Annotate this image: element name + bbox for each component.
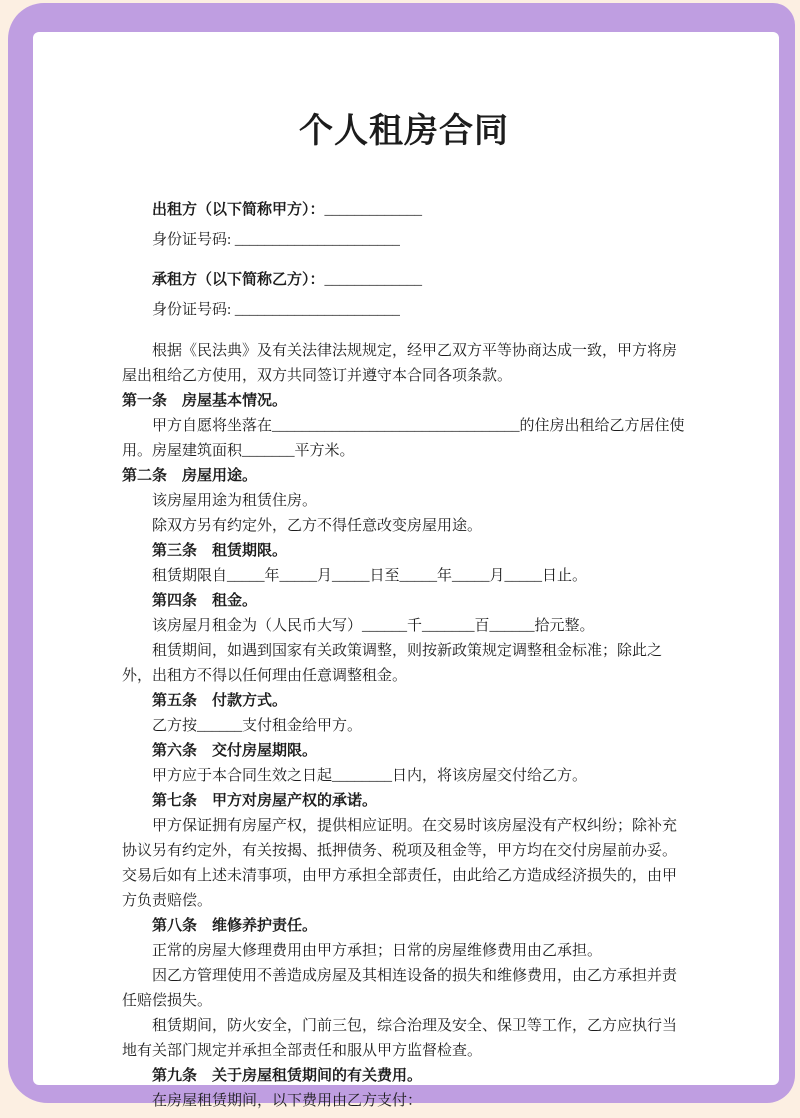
clause-heading: 第八条 维修养护责任。 [152, 917, 318, 934]
document-page [33, 32, 779, 1109]
clause-heading: 第七条 甲方对房屋产权的承诺。 [152, 792, 378, 809]
lessor-name-label: 出租方（以下简称甲方）： [152, 201, 325, 218]
lessor-id-label: 身份证号码: [152, 231, 232, 248]
clause-heading: 第一条 房屋基本情况。 [122, 392, 288, 409]
lessee-id-line [152, 295, 686, 325]
document-title: 个人租房合同 [299, 113, 509, 150]
lessee-name-blank: _____________ [324, 271, 423, 288]
page-frame [8, 3, 795, 1109]
lessor-id-blank: ______________________ [234, 231, 400, 248]
preamble-paragraph: 根据《民法典》及有关法律法规规定，经甲乙双方平等协商达成一致，甲方将房屋出租给乙方使用，双方共同签订并遵守本合同各项条款。 [122, 342, 678, 384]
clause-paragraph: 该房屋月租金为（人民币大写）______千_______百______拾元整。 [152, 617, 595, 634]
clause-paragraph: 租赁期间，防火安全，门前三包，综合治理及安全、保卫等工作，乙方应执行当地有关部门规定并承担全部责任和服从甲方监督检查。 [122, 1017, 678, 1059]
contract-body [122, 339, 686, 1114]
lessee-name-line [152, 265, 686, 295]
parties-section [152, 195, 686, 325]
lessee-id-label: 身份证号码: [152, 301, 232, 318]
clause-heading: 第三条 租赁期限。 [152, 542, 288, 559]
party-lessee [152, 265, 686, 325]
clause-paragraph: 甲方应于本合同生效之日起________日内，将该房屋交付给乙方。 [152, 767, 588, 784]
clause-heading: 第九条 关于房屋租赁期间的有关费用。 [152, 1067, 423, 1084]
clause-heading: 第四条 租金。 [152, 592, 258, 609]
lessor-name-blank: _____________ [324, 201, 423, 218]
clause-paragraph: 甲方自愿将坐落在_________________________________的住房出租给乙方居住使用。房屋建筑面积_______平方米。 [122, 417, 685, 459]
lessor-id-line [152, 225, 686, 255]
clause-paragraph: 租赁期限自_____年_____月_____日至_____年_____月_____日止。 [152, 567, 588, 584]
clause-heading: 第二条 房屋用途。 [122, 467, 258, 484]
lessee-name-label: 承租方（以下简称乙方）： [152, 271, 325, 288]
party-lessor [152, 195, 686, 255]
clause-paragraph: 正常的房屋大修理费用由甲方承担；日常的房屋维修费用由乙承担。 [152, 942, 603, 959]
clause-paragraph: 乙方按______支付租金给甲方。 [152, 717, 363, 734]
clause-paragraph: 因乙方管理使用不善造成房屋及其相连设备的损失和维修费用，由乙方承担并责任赔偿损失。 [122, 967, 678, 1009]
clause-paragraph: 甲方保证拥有房屋产权，提供相应证明。在交易时该房屋没有产权纠纷；除补充协议另有约定外，有关按揭、抵押债务、税项及租金等，甲方均在交付房屋前办妥。交易后如有上述未清事项，由甲方承担全部责任，由此给乙方造成经济损失的，由甲方负责赔偿。 [122, 817, 678, 909]
lessor-name-line [152, 195, 686, 225]
clause-paragraph: 除双方另有约定外，乙方不得任意改变房屋用途。 [152, 517, 483, 534]
clause-paragraph: 在房屋租赁期间，以下费用由乙方支付： [152, 1092, 423, 1109]
clause-paragraph: 租赁期间，如遇到国家有关政策调整，则按新政策规定调整租金标准；除此之外，出租方不得以任何理由任意调整租金。 [122, 642, 663, 684]
clauses-section [122, 389, 686, 1114]
clause-paragraph: 该房屋用途为租赁住房。 [152, 492, 318, 509]
lessee-id-blank: ______________________ [234, 301, 400, 318]
clause-heading: 第六条 交付房屋期限。 [152, 742, 318, 759]
clause-heading: 第五条 付款方式。 [152, 692, 288, 709]
